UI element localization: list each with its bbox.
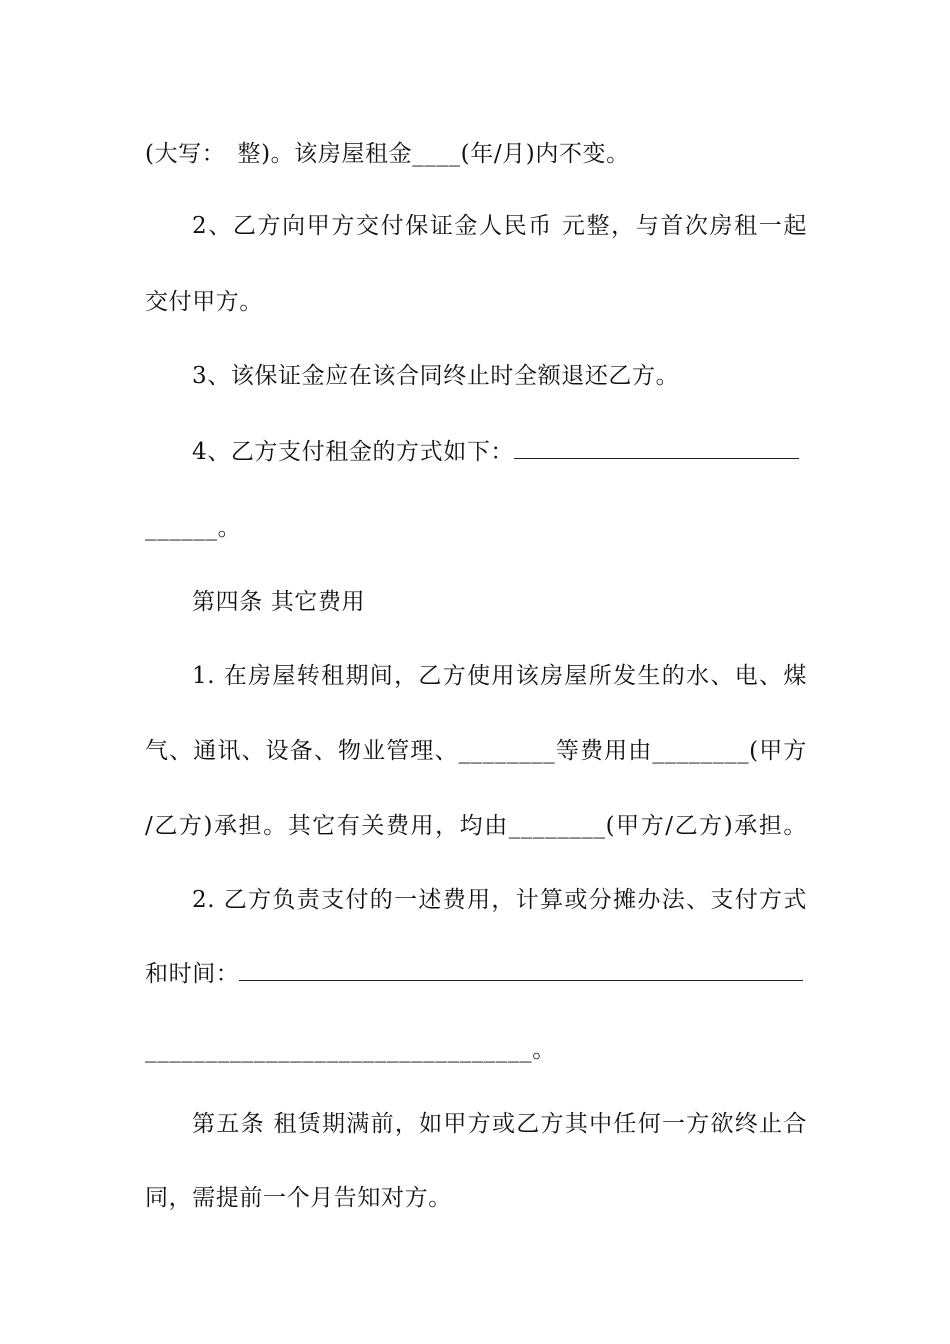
paragraph-line: ______。 [145, 515, 242, 541]
paragraph-line: /乙方)承担。其它有关费用，均由________(甲方/乙方)承担。 [145, 813, 807, 839]
paragraph-line: 2、乙方向甲方交付保证金人民币 元整，与首次房租一起 [192, 213, 807, 239]
section-heading: 第五条 租赁期满前，如甲方或乙方其中任何一方欲终止合 [192, 1111, 807, 1137]
paragraph-line: ________________________________。 [145, 1037, 556, 1063]
paragraph-line: 2. 乙方负责支付的一述费用，计算或分摊办法、支付方式 [192, 887, 807, 913]
payment-method-label: 4、乙方支付租金的方式如下： [192, 439, 515, 465]
paragraph-line: 交付甲方。 [145, 289, 263, 315]
paragraph-line [145, 956, 807, 992]
payment-time-label: 和时间： [145, 961, 240, 987]
paragraph-line: 1. 在房屋转租期间，乙方使用该房屋所发生的水、电、煤 [192, 663, 807, 689]
payment-time-blank [239, 956, 803, 981]
paragraph-line: (大写： 整)。该房屋租金____(年/月)内不变。 [145, 141, 630, 167]
paragraph-line: 气、通讯、设备、物业管理、________等费用由________(甲方 [145, 738, 807, 764]
paragraph-line: 3、该保证金应在该合同终止时全额退还乙方。 [192, 363, 680, 389]
section-heading: 第四条 其它费用 [192, 589, 366, 615]
paragraph-line: 同，需提前一个月告知对方。 [145, 1185, 452, 1211]
payment-method-blank [514, 434, 799, 459]
paragraph-line [192, 434, 807, 470]
